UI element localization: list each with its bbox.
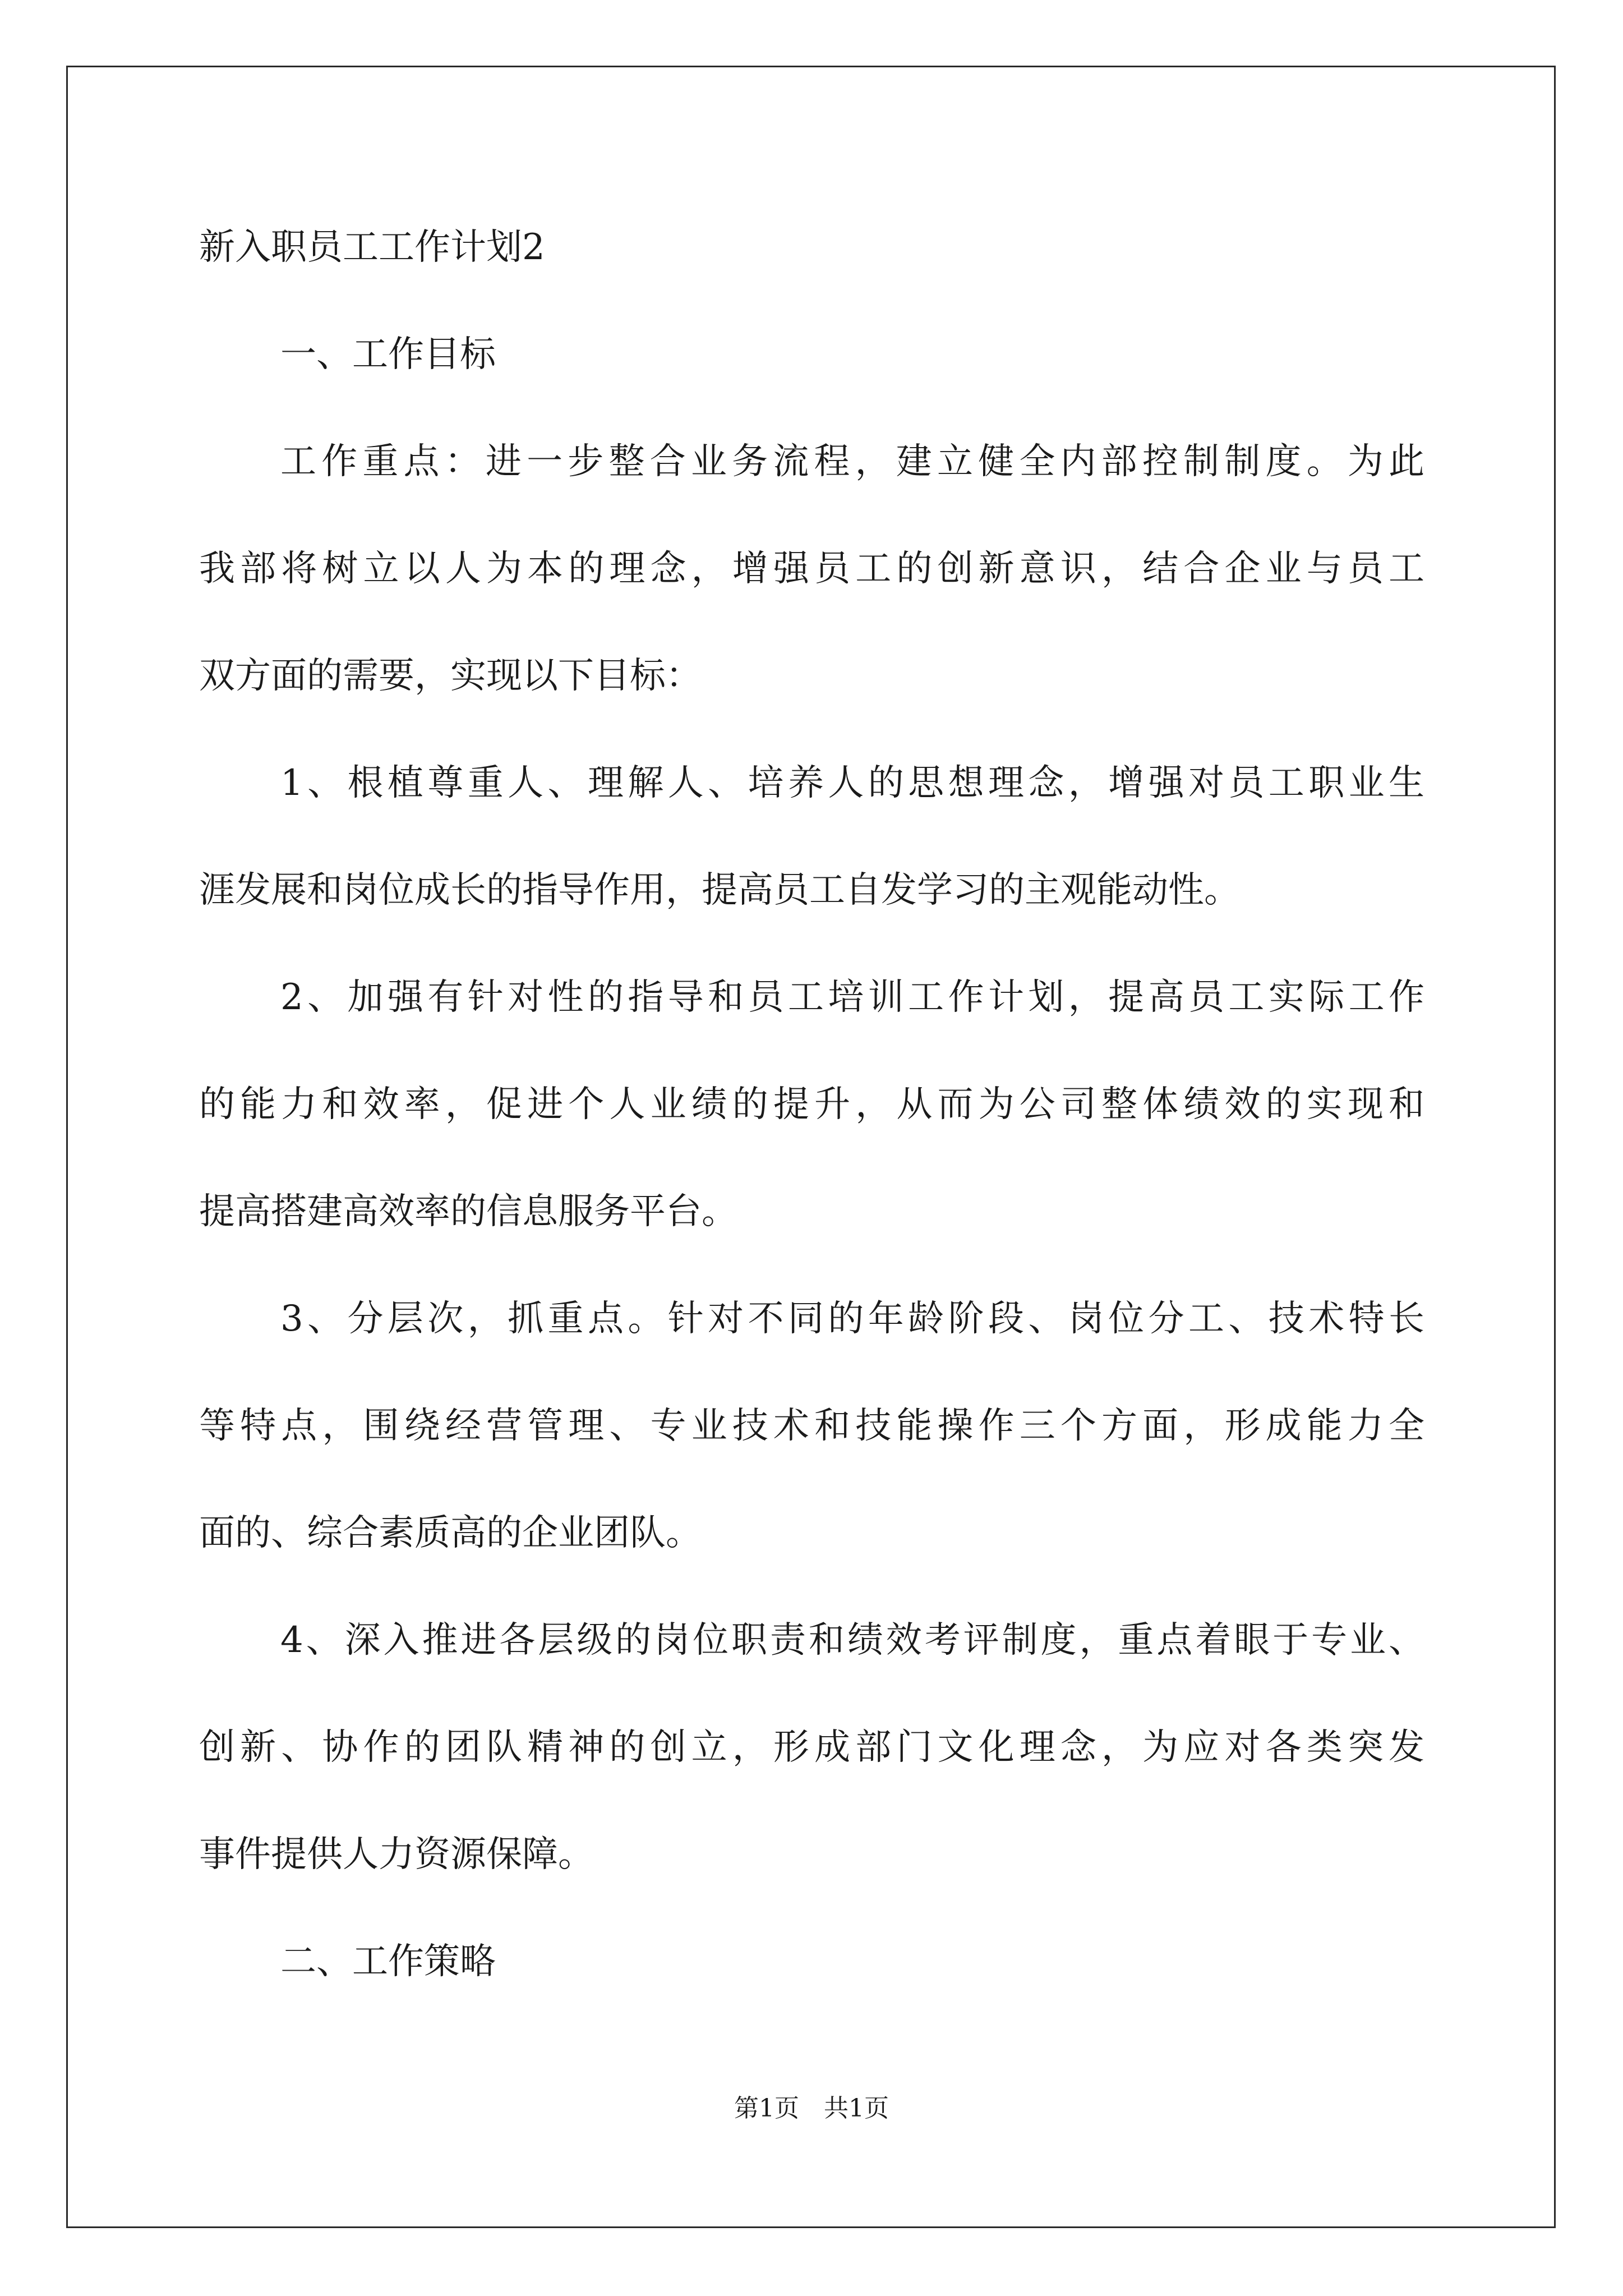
document-title: 新入职员工工作计划2 [199,227,545,268]
section-heading-strategy [199,1935,1424,1989]
paragraph-line: 双方面的需要，实现以下目标： [199,655,702,697]
paragraph-line: 创新、协作的团队精神的创立，形成部门文化理念，为应对各类突发 [199,1727,1424,1768]
paragraph-line: 涯发展和岗位成长的指导作用，提高员工自发学习的主观能动性。 [199,869,1240,911]
paragraph-line: 工作重点：进一步整合业务流程，建立健全内部控制制度。为此 [280,441,1424,482]
heading-line: 二、工作策略 [280,1941,496,1982]
heading-line: 一、工作目标 [280,334,496,375]
paragraph-line: 等特点，围绕经营管理、专业技术和技能操作三个方面，形成能力全 [199,1405,1424,1447]
paragraph-line: 提高搭建高效率的信息服务平台。 [199,1191,737,1232]
paragraph-line: 我部将树立以人为本的理念，增强员工的创新意识，结合企业与员工 [199,548,1424,590]
paragraph-line: 3、分层次，抓重点。针对不同的年龄阶段、岗位分工、技术特长 [280,1298,1424,1340]
paragraph-line: 1、根植尊重人、理解人、培养人的思想理念，增强对员工职业生 [280,762,1424,804]
paragraph-line: 4、深入推进各层级的岗位职责和绩效考评制度，重点着眼于专业、 [280,1619,1424,1661]
paragraph-line: 的能力和效率，促进个人业绩的提升，从而为公司整体绩效的实现和 [199,1084,1424,1125]
document-body [199,220,1424,2042]
page-number: 第1页 [734,2094,799,2123]
paragraph-line: 事件提供人力资源保障。 [199,1834,594,1875]
page-total: 共1页 [824,2094,889,2123]
paragraph-work-focus [199,435,1424,703]
section-heading-goals [199,328,1424,381]
paragraph-goal-4 [199,1613,1424,1881]
paragraph-goal-2 [199,970,1424,1239]
page-footer [0,2093,1623,2124]
paragraph-line: 面的、综合素质高的企业团队。 [199,1512,702,1554]
paragraph-goal-1 [199,756,1424,917]
paragraph-goal-3 [199,1292,1424,1560]
paragraph-line: 2、加强有针对性的指导和员工培训工作计划，提高员工实际工作 [280,977,1424,1018]
